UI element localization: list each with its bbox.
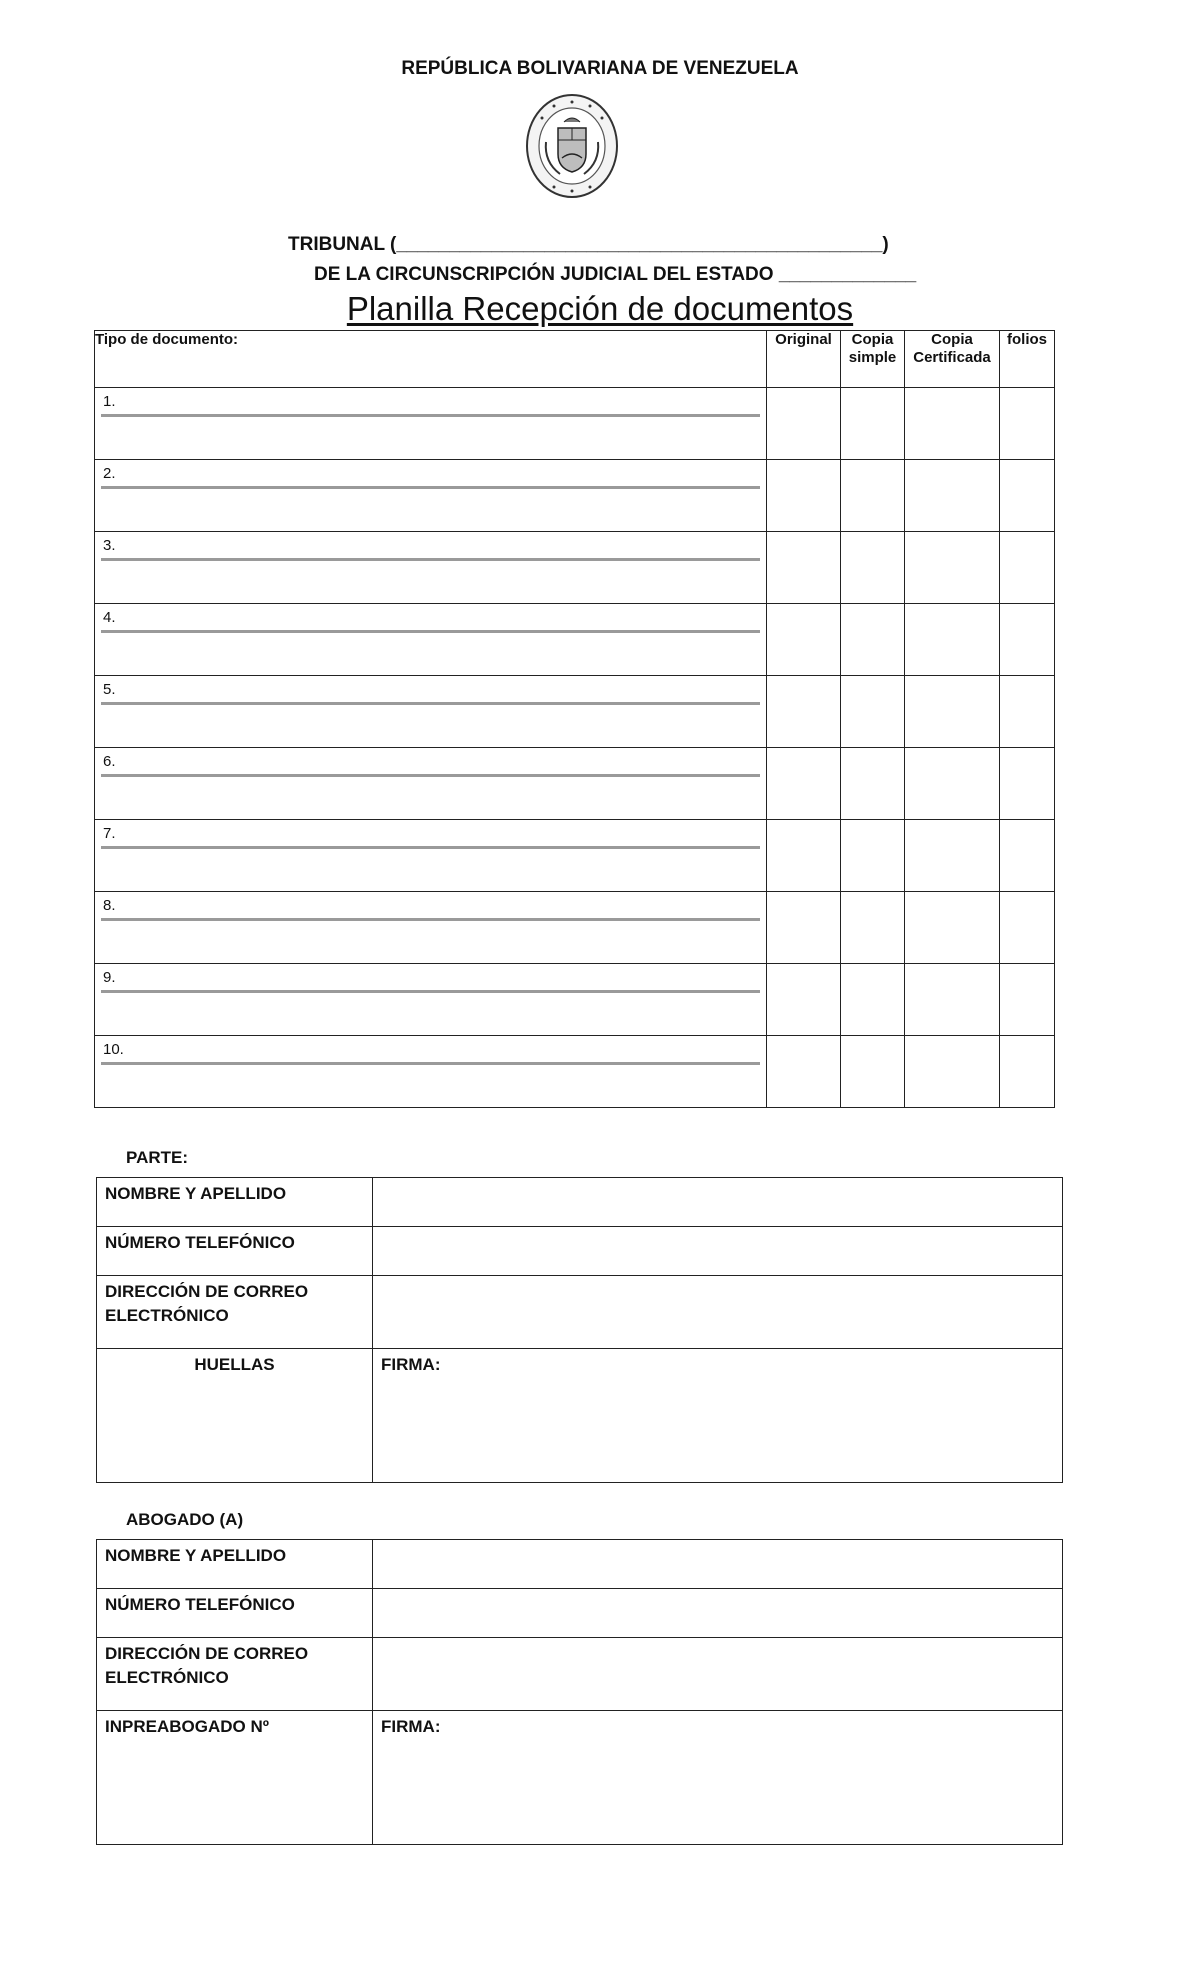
copia-certificada-cell[interactable]: [905, 388, 1000, 460]
original-cell[interactable]: [767, 532, 841, 604]
copia-simple-cell[interactable]: [841, 532, 905, 604]
coat-of-arms-seal: [524, 92, 620, 200]
write-in-line: [101, 486, 760, 489]
row-number: 9.: [103, 969, 116, 986]
folios-cell[interactable]: [1000, 532, 1055, 604]
copia-simple-cell[interactable]: [841, 388, 905, 460]
col-copia-certificada: Copia Certificada: [905, 331, 1000, 388]
parte-telefono-label: NÚMERO TELEFÓNICO: [97, 1227, 373, 1276]
republic-heading: REPÚBLICA BOLIVARIANA DE VENEZUELA: [401, 58, 799, 79]
document-description-cell[interactable]: [95, 460, 767, 532]
parte-nombre-label: NOMBRE Y APELLIDO: [97, 1178, 373, 1227]
write-in-line: [101, 774, 760, 777]
folios-cell[interactable]: [1000, 604, 1055, 676]
original-cell[interactable]: [767, 964, 841, 1036]
write-in-line: [101, 630, 760, 633]
write-in-line: [101, 702, 760, 705]
copia-simple-cell[interactable]: [841, 892, 905, 964]
copia-simple-cell[interactable]: [841, 1036, 905, 1108]
abogado-label: ABOGADO (A): [126, 1510, 244, 1529]
col-original: Original: [767, 331, 841, 388]
row-number: 8.: [103, 897, 116, 914]
folios-cell[interactable]: [1000, 820, 1055, 892]
document-row: [95, 604, 1055, 676]
copia-certificada-cell[interactable]: [905, 676, 1000, 748]
abogado-telefono-label: NÚMERO TELEFÓNICO: [97, 1589, 373, 1638]
copia-simple-cell[interactable]: [841, 964, 905, 1036]
folios-cell[interactable]: [1000, 460, 1055, 532]
document-description-cell[interactable]: [95, 604, 767, 676]
parte-telefono-field[interactable]: [373, 1227, 1063, 1276]
copia-certificada-cell[interactable]: [905, 892, 1000, 964]
folios-cell[interactable]: [1000, 892, 1055, 964]
parte-huellas-label[interactable]: HUELLAS: [97, 1349, 373, 1483]
write-in-line: [101, 918, 760, 921]
document-description-cell[interactable]: [95, 964, 767, 1036]
document-description-cell[interactable]: [95, 388, 767, 460]
copia-certificada-cell[interactable]: [905, 820, 1000, 892]
document-row: [95, 460, 1055, 532]
copia-simple-cell[interactable]: [841, 820, 905, 892]
document-row: [95, 820, 1055, 892]
documents-table: [94, 330, 1055, 1108]
abogado-firma-label[interactable]: FIRMA:: [373, 1711, 1063, 1845]
copia-simple-cell[interactable]: [841, 748, 905, 820]
parte-firma-label[interactable]: FIRMA:: [373, 1349, 1063, 1483]
row-number: 6.: [103, 753, 116, 770]
parte-correo-label: DIRECCIÓN DE CORREO ELECTRÓNICO: [97, 1276, 373, 1349]
folios-cell[interactable]: [1000, 1036, 1055, 1108]
tribunal-line: TRIBUNAL (______________________________________________): [288, 234, 889, 255]
original-cell[interactable]: [767, 676, 841, 748]
copia-certificada-cell[interactable]: [905, 1036, 1000, 1108]
document-description-cell[interactable]: [95, 1036, 767, 1108]
col-tipo-documento: Tipo de documento:: [95, 331, 767, 388]
row-number: 10.: [103, 1041, 124, 1058]
abogado-telefono-field[interactable]: [373, 1589, 1063, 1638]
original-cell[interactable]: [767, 604, 841, 676]
document-row: [95, 676, 1055, 748]
original-cell[interactable]: [767, 388, 841, 460]
col-folios: folios: [1000, 331, 1055, 388]
row-number: 3.: [103, 537, 116, 554]
row-number: 7.: [103, 825, 116, 842]
write-in-line: [101, 1062, 760, 1065]
copia-certificada-cell[interactable]: [905, 964, 1000, 1036]
folios-cell[interactable]: [1000, 748, 1055, 820]
document-row: [95, 964, 1055, 1036]
write-in-line: [101, 990, 760, 993]
copia-simple-cell[interactable]: [841, 604, 905, 676]
parte-correo-field[interactable]: [373, 1276, 1063, 1349]
row-number: 5.: [103, 681, 116, 698]
folios-cell[interactable]: [1000, 388, 1055, 460]
page-title: Planilla Recepción de documentos: [346, 290, 854, 327]
copia-simple-cell[interactable]: [841, 676, 905, 748]
document-description-cell[interactable]: [95, 676, 767, 748]
document-row: [95, 1036, 1055, 1108]
circunscripcion-line: DE LA CIRCUNSCRIPCIÓN JUDICIAL DEL ESTADO _____________: [314, 264, 917, 285]
copia-certificada-cell[interactable]: [905, 748, 1000, 820]
document-description-cell[interactable]: [95, 892, 767, 964]
document-row: [95, 388, 1055, 460]
write-in-line: [101, 558, 760, 561]
copia-certificada-cell[interactable]: [905, 532, 1000, 604]
row-number: 1.: [103, 393, 116, 410]
abogado-nombre-label: NOMBRE Y APELLIDO: [97, 1540, 373, 1589]
col-copia-simple: Copia simple: [841, 331, 905, 388]
abogado-inpre-label[interactable]: INPREABOGADO Nº: [97, 1711, 373, 1845]
original-cell[interactable]: [767, 892, 841, 964]
write-in-line: [101, 414, 760, 417]
abogado-nombre-field[interactable]: [373, 1540, 1063, 1589]
row-number: 4.: [103, 609, 116, 626]
folios-cell[interactable]: [1000, 676, 1055, 748]
parte-nombre-field[interactable]: [373, 1178, 1063, 1227]
row-number: 2.: [103, 465, 116, 482]
documents-table-header: [95, 331, 1055, 388]
copia-certificada-cell[interactable]: [905, 460, 1000, 532]
parte-table: [96, 1177, 1063, 1483]
parte-label: PARTE:: [126, 1148, 189, 1167]
copia-certificada-cell[interactable]: [905, 604, 1000, 676]
document-description-cell[interactable]: [95, 748, 767, 820]
document-description-cell[interactable]: [95, 820, 767, 892]
original-cell[interactable]: [767, 820, 841, 892]
document-row: [95, 748, 1055, 820]
abogado-table: [96, 1539, 1063, 1845]
document-row: [95, 892, 1055, 964]
abogado-correo-field[interactable]: [373, 1638, 1063, 1711]
original-cell[interactable]: [767, 748, 841, 820]
abogado-correo-label: DIRECCIÓN DE CORREO ELECTRÓNICO: [97, 1638, 373, 1711]
document-row: [95, 532, 1055, 604]
original-cell[interactable]: [767, 1036, 841, 1108]
folios-cell[interactable]: [1000, 964, 1055, 1036]
document-description-cell[interactable]: [95, 532, 767, 604]
copia-simple-cell[interactable]: [841, 460, 905, 532]
original-cell[interactable]: [767, 460, 841, 532]
write-in-line: [101, 846, 760, 849]
